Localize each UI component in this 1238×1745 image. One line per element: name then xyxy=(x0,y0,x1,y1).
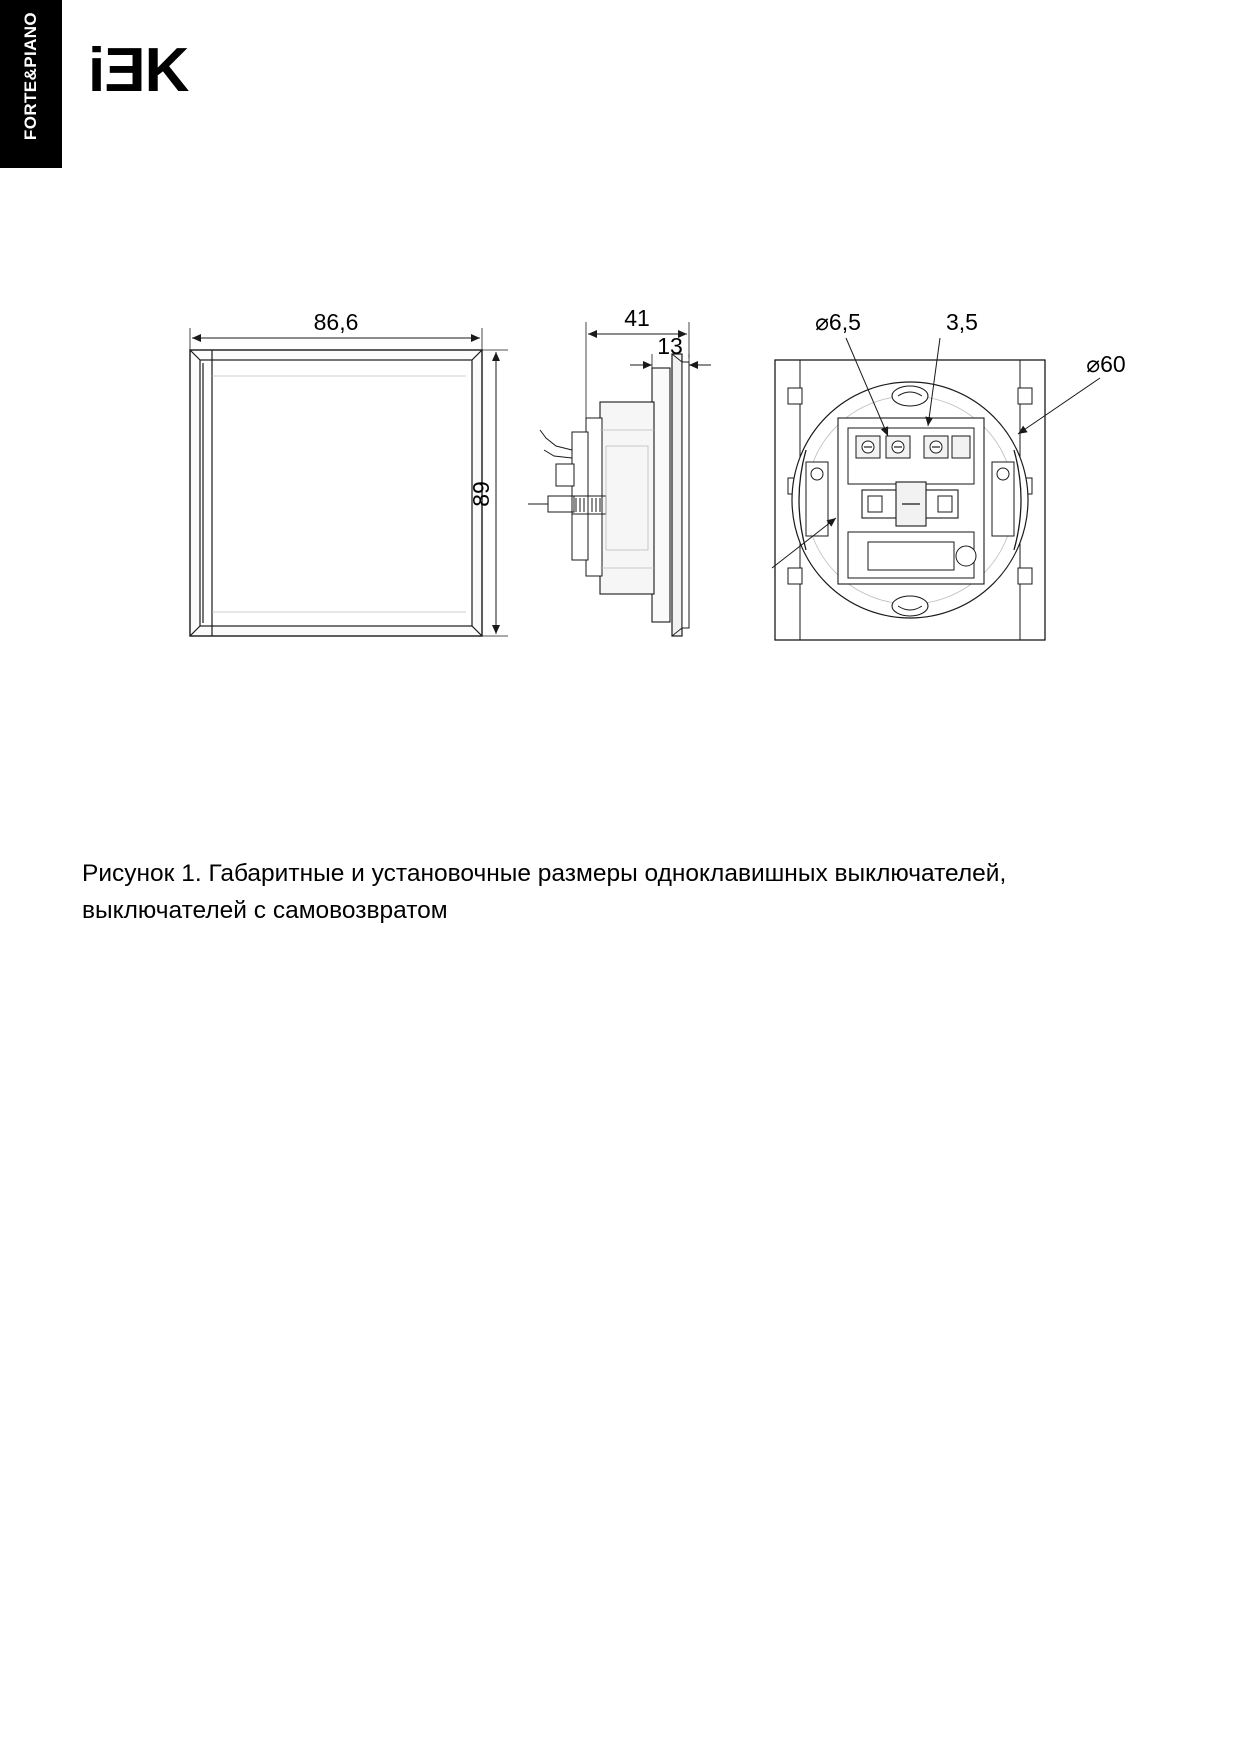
logo-text: iƎK xyxy=(88,36,189,105)
dim-label-side-frame: 13 xyxy=(657,333,683,359)
dim-label-side-depth: 41 xyxy=(624,305,650,331)
dim-label-box-diameter: ⌀60 xyxy=(1086,351,1126,377)
dim-label-plate-thickness: 3,5 xyxy=(946,309,978,335)
dim-label-hole-diameter: ⌀6,5 xyxy=(815,309,861,335)
brand-series-label: FORTE&PIANO xyxy=(21,11,40,141)
dim-label-front-height: 89 xyxy=(468,481,494,507)
brand-side-bar xyxy=(0,0,62,168)
rear-view xyxy=(775,360,1045,640)
front-view xyxy=(190,350,482,636)
dim-label-front-width: 86,6 xyxy=(313,309,359,335)
page-header xyxy=(0,0,1238,168)
iek-logo xyxy=(88,36,189,105)
figure-drawing xyxy=(0,250,1238,670)
figure-caption: Рисунок 1. Габаритные и установочные размеры одноклавишных выключателей, выключателей с самовозвратом xyxy=(82,860,1007,924)
side-view xyxy=(528,354,689,636)
